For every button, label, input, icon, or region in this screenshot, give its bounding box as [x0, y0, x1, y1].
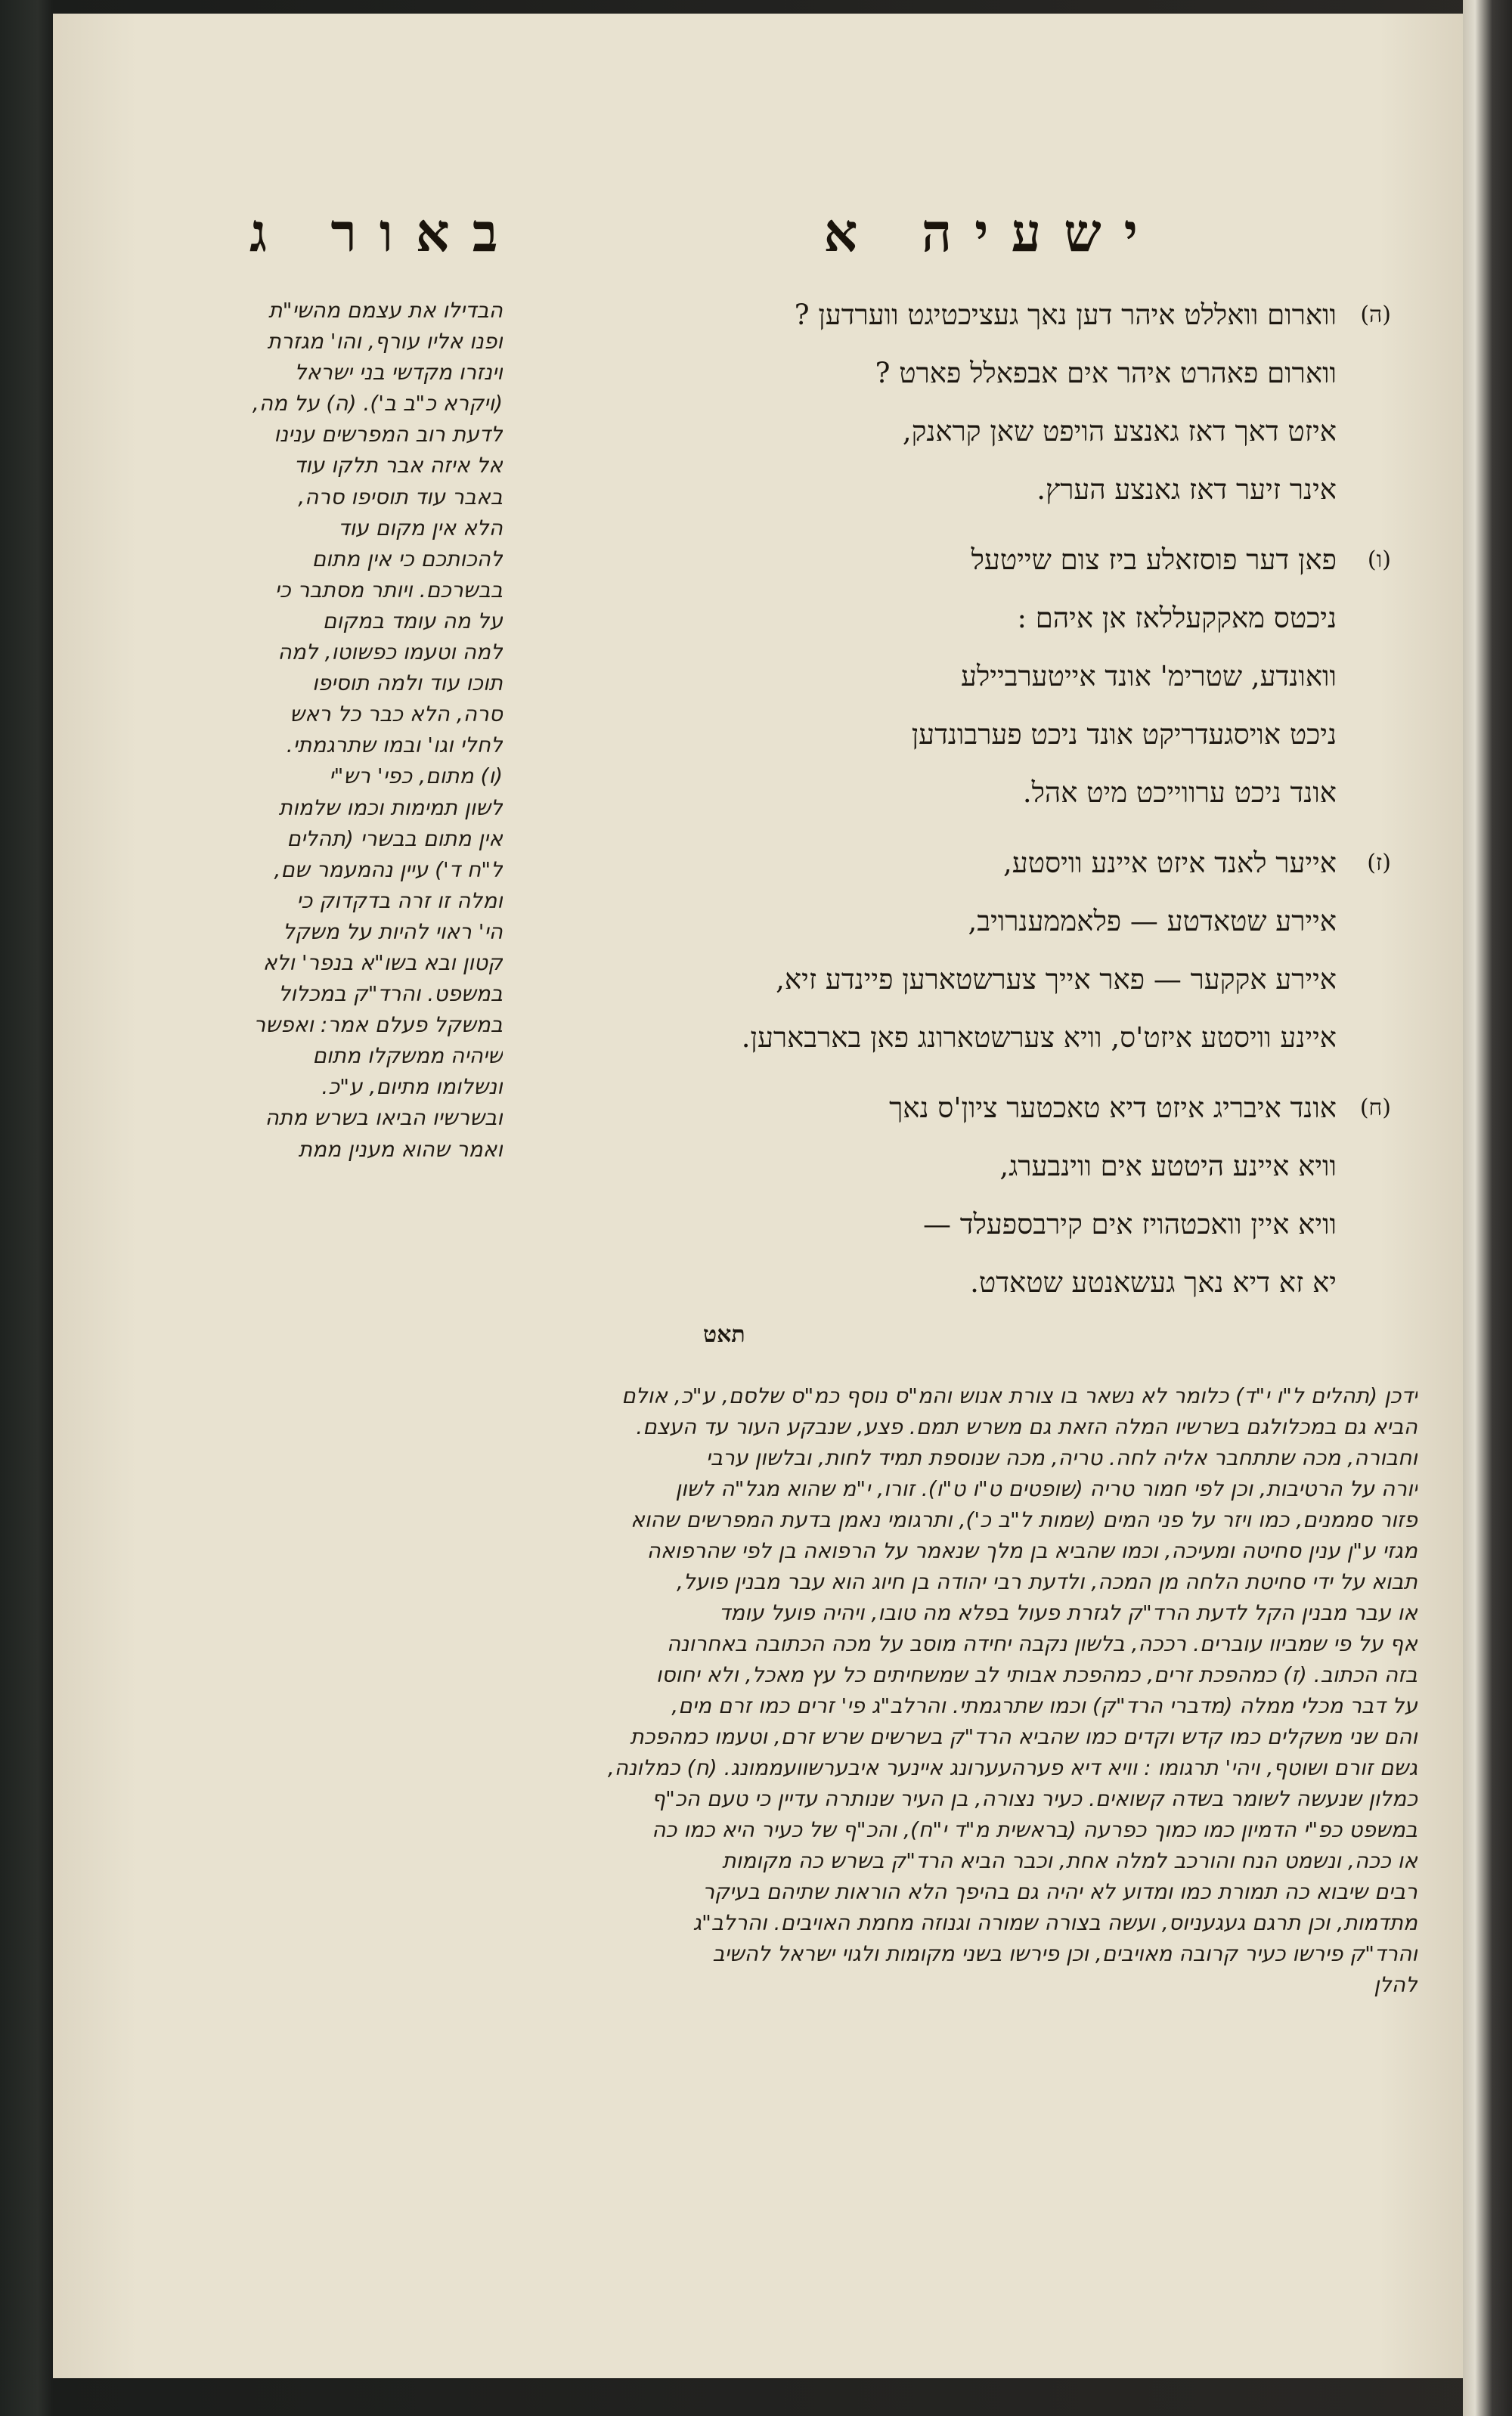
- bottom-line: בזה הכתוב. (ז) כמהפכת זרים, כמהפכת אבותי לב שמשחיתים כל עץ מאכל, ולא יחוסו: [655, 1662, 1418, 1687]
- commentary-line: (ו) מתום, כפי' רש"י: [329, 764, 503, 789]
- commentary-line: באבר עוד תוסיפו סרה,: [298, 484, 503, 510]
- bottom-line: רבים שיבוא כה תמורת כמו ומדוע לא יהיה גם בהיפך הלא הוראות שתיהם בעיקר: [702, 1879, 1418, 1904]
- bottom-line: והרד"ק פירשו כעיר קרובה מאויבים, וכן פירשו בשני מקומות ולגוי ישראל להשיב: [712, 1941, 1418, 1966]
- bottom-line: פזור סממנים, כמו ויזר על פני המים (שמות ל"ב כ'), ותרגומי נאמן בדעת המפרשים שהוא: [631, 1507, 1418, 1532]
- commentary-line: ואמר שהוא מענין ממת: [298, 1136, 503, 1162]
- bottom-line: כמלון שנעשה לשומר בשדה קשואים. כעיר נצורה, בן העיר שנותרה עדיין כי טעם הכ"ף: [652, 1786, 1418, 1811]
- chapter-title: ישעיה א: [823, 201, 1160, 264]
- catchword: תאט: [703, 1321, 745, 1348]
- verse-6: [567, 531, 1391, 822]
- verse-line: וואונדע, שטרימ' אונד אייטערביילע: [961, 660, 1337, 692]
- commentary-line: אין מתום בבשרי (תהלים: [287, 825, 503, 851]
- commentary-line: וינזרו מקדשי בני ישראל: [294, 360, 503, 386]
- verse-column: [567, 286, 1391, 1324]
- verse-line: ווארום פאהרט איהר אים אבפאלל פארט ?: [875, 357, 1337, 389]
- bottom-line: להלן: [1374, 1972, 1418, 1997]
- commentary-line: ומלה זו זרה בדקדוק כי: [296, 887, 503, 913]
- bottom-line: הביא גם במכלולגם בשרשיו המלה הזאת גם משרש תמם. פצע, שנבקע העור עד העצם.: [636, 1414, 1418, 1439]
- verse-number: (ז): [1367, 850, 1391, 876]
- verse-line: איינע וויסטע איזט'ס, וויא צערשטארונג פאן בארבארען.: [741, 1021, 1337, 1054]
- commentary-line: אל איזה אבר תלקו עוד: [293, 453, 503, 479]
- bottom-line: אף על פי שמביוו עוברים. רככה, בלשון נקבה יחידה מוסב על מכה הכתובה באחרונה: [666, 1631, 1418, 1656]
- verse-line: אונד איבריג איזט דיא טאכטער ציון'ס נאך: [889, 1092, 1337, 1124]
- continued-commentary: [129, 1380, 1418, 2000]
- commentary-line: ופנו אליו עורף, והו' מגזרת: [267, 329, 503, 355]
- commentary-line: הבדילו את עצמם מהשי"ת: [268, 298, 503, 323]
- verse-5: [567, 286, 1391, 519]
- book-page: [53, 14, 1463, 2378]
- commentary-line: שיהיה ממשקלו מתום: [312, 1043, 503, 1069]
- verse-line: וויא איינע היטטע אים ווינבערג,: [999, 1150, 1337, 1182]
- page-stack-edge: [1463, 0, 1512, 2416]
- verse-number: (ו): [1367, 547, 1391, 573]
- verse-line: אייער לאנד איזט איינע וויסטע,: [1003, 847, 1337, 879]
- commentary-line: תוכו עוד ולמה תוסיפו: [311, 671, 503, 696]
- bottom-line: מתדמות, וכן תרגם געגעניוס, ועשה בצורה שמורה וגנוזה מחמת האויבים. והרלב"ג: [692, 1910, 1418, 1935]
- verse-line: אונד ניכט ערווייכט מיט אהל.: [1022, 776, 1337, 809]
- commentary-column: [106, 295, 503, 1165]
- commentary-line: ובשרשיו הביאו בשרש מתה: [265, 1105, 503, 1131]
- bottom-line: והם שני משקלים כמו קדש וקדים כמו שהביא הרד"ק בשרשים שרש זרם, וטעמו כמהפכת: [630, 1724, 1418, 1749]
- commentary-line: ונשלומו מתיום, ע"כ.: [321, 1074, 503, 1100]
- commentary-line: לדעת רוב המפרשים ענינו: [274, 422, 503, 448]
- verse-line: ניכטס מאקקעללאז אן איהם :: [1017, 602, 1337, 634]
- bottom-line: וחבורה, מכה שתתחבר אליה לחה. טריה, מכה שנוספת תמיד לחות, ובלשון ערבי: [705, 1445, 1418, 1470]
- commentary-line: על מה עומד במקום: [322, 608, 503, 633]
- verse-8: [567, 1079, 1391, 1312]
- verse-line: איירע שטאדטע — פלאממענרויב,: [968, 905, 1337, 937]
- bottom-line: תבוא על ידי סחיטת הלחה מן המכה, ולדעת רבי יהודה בן חיוג הוא עבר מבנין פועל,: [677, 1569, 1418, 1594]
- verse-line: אינר זיער דאז גאנצע הערץ.: [1036, 473, 1337, 506]
- commentary-line: ל"ח ד') עיין נהמעמר שם,: [274, 856, 503, 882]
- commentary-line: סרה, הלא כבר כל ראש: [290, 702, 503, 727]
- bottom-line: מגזי ע"ן ענין סחיטה ומעיכה, וכמו שהביא בן מלך שנאמר על הרפואה בן לפי שהרפואה: [646, 1538, 1418, 1563]
- verse-line: ווארום וואללט איהר דען נאך געציכטיגט ווערדען ?: [794, 299, 1337, 331]
- bottom-line: על דבר מכלי ממלה (מדברי הרד"ק) וכמו שתרגמתי. והרלב"ג פי' זרים כמו זרם מים,: [671, 1693, 1418, 1718]
- bottom-line: במשפט כפ"י הדמיון כמו כמוך כפרעה (בראשית מ"ד י"ח), והכ"ף של כעיר היא כמו כה: [652, 1817, 1418, 1842]
- commentary-title: באור ג: [249, 201, 521, 264]
- bottom-line: או עבר מבנין הקל לדעת הרד"ק לגזרת פעול בפלא מה טובו, ויהיה פועל עומד: [719, 1600, 1418, 1625]
- commentary-line: לחלי וגו' ובמו שתרגמתי.: [286, 733, 503, 758]
- verse-number: (ה): [1360, 302, 1391, 328]
- commentary-line: הי' ראוי להיות על משקל: [283, 918, 503, 944]
- bottom-line: יורה על הרטיבות, וכן לפי חמור טריה (שופטים ט"ו ט"ו). זורו, י"מ שהוא מגל"ה לשון: [675, 1476, 1418, 1501]
- verse-line: וויא איין וואכטהויז אים קירבספעלד —: [923, 1208, 1337, 1241]
- commentary-line: במשפט. והרד"ק במכלול: [278, 981, 503, 1007]
- verse-line: איירע אקקער — פאר אייך צערשטארען פיינדע זיא,: [776, 963, 1337, 996]
- bottom-line: גשם זורם ושוטף, ויהי' תרגומו : וויא דיא פערהעערונג איינער איבערשוועממונג. (ח) כמלונה,: [607, 1755, 1418, 1780]
- commentary-line: בבשרכם. ויותר מסתבר כי: [274, 577, 503, 602]
- commentary-line: למה וטעמו כפשוטו, למה: [277, 640, 503, 665]
- verse-number: (ח): [1359, 1095, 1391, 1121]
- commentary-line: (ויקרא כ"ב ב'). (ה) על מה,: [252, 391, 503, 417]
- commentary-line: קטון ובא בשו"א בנפר' ולא: [262, 949, 503, 975]
- commentary-line: הלא אין מקום עוד: [338, 515, 503, 541]
- verse-line: יא זא דיא נאך געשאנטע שטאדט.: [970, 1266, 1337, 1299]
- verse-7: [567, 834, 1391, 1067]
- bottom-line: ידכן (תהלים ל"ו י"ד) כלומר לא נשאר בו צורת אנוש והמ"ס נוסף כמ"ס שלסם, ע"כ, אולם: [621, 1383, 1418, 1408]
- commentary-line: להכותכם כי אין מתום: [311, 546, 503, 571]
- verse-line: איזט דאך דאז גאנצע הויפט שאן קראנק,: [902, 415, 1337, 448]
- commentary-line: במשקל פעלם אמר: ואפשר: [253, 1012, 503, 1038]
- verse-line: פאן דער פוסזאלע ביז צום שייטעל: [971, 544, 1337, 576]
- commentary-line: לשון תמימות וכמו שלמות: [278, 794, 503, 820]
- verse-line: ניכט אויסגעדריקט אונד ניכט פערבונדען: [911, 718, 1337, 751]
- bottom-line: או ככה, ונשמט הנח והורכב למלה אחת, וכבר הביא הרד"ק בשרש כה מקומות: [722, 1848, 1418, 1873]
